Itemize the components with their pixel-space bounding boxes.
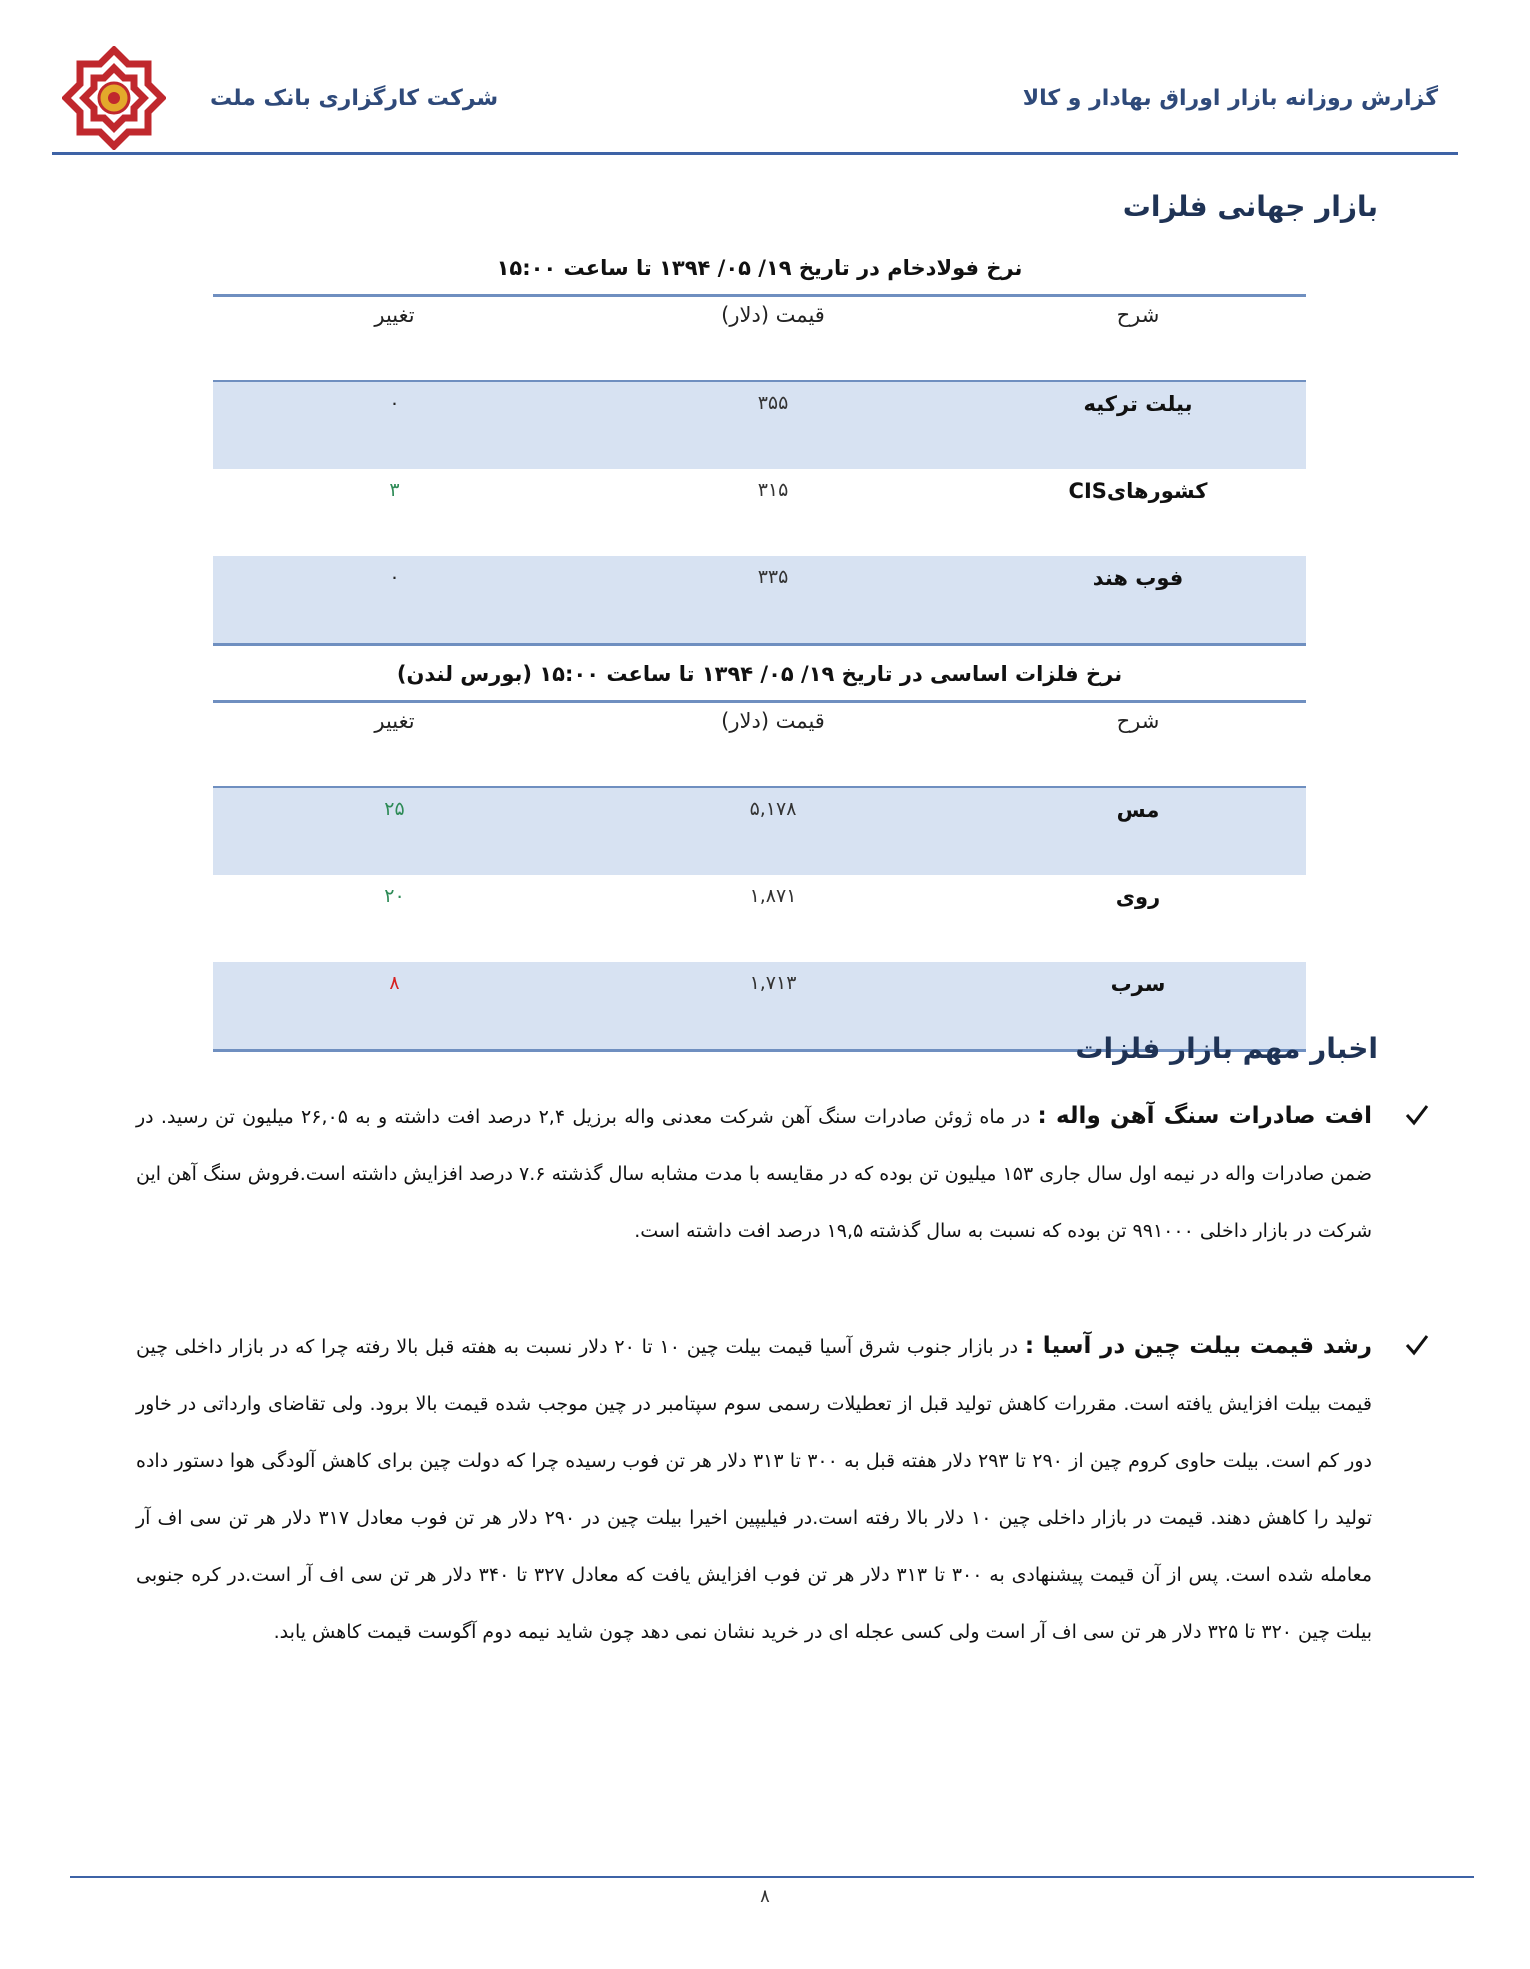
footer-divider	[70, 1876, 1474, 1878]
row-price: ۵,۱۷۸	[576, 787, 970, 875]
company-name: شرکت کارگزاری بانک ملت	[210, 86, 499, 111]
section-title-global-metals: بازار جهانی فلزات	[1122, 190, 1378, 223]
row-desc: روی	[1115, 885, 1161, 909]
row-desc: بیلت ترکیه	[970, 381, 1306, 469]
section-title-metals-news: اخبار مهم بازار فلزات	[1075, 1032, 1378, 1065]
table-header-row	[213, 296, 1306, 382]
row-price: ۳۵۵	[576, 381, 970, 469]
header-divider	[52, 152, 1458, 155]
column-header-price: قیمت (دلار)	[576, 702, 970, 788]
row-desc: مس	[970, 787, 1306, 875]
row-price: ۳۳۵	[576, 556, 970, 645]
company-logo-icon	[62, 46, 166, 150]
row-change: ۰	[213, 556, 576, 645]
news-headline: رشد قیمت بیلت چین در آسیا :	[1024, 1333, 1372, 1359]
row-change: ۲۵	[213, 787, 576, 875]
row-change: ۰	[213, 381, 576, 469]
table-row	[213, 875, 1306, 962]
row-price: ۱,۷۱۳	[576, 962, 970, 1051]
news-body: در بازار جنوب شرق آسیا قیمت بیلت چین ۱۰ تا ۲۰ دلار نسبت به هفته قبل بالا رفته چرا که در بازار داخلی چین قیمت بیلت افزایش یافته است. مقررات کاهش تولید قبل از تعطیلات رسمی سوم سپتامبر در چین موجب شده قیمت بالا برود. ولی تقاضای وارداتی در خاور دور کم است. بیلت حاوی کروم چین از ۲۹۰ تا ۲۹۳ دلار هفته قبل به ۳۰۰ تا ۳۱۳ دلار هر تن فوب رسیده چرا که دولت چین برای کاهش آلودگی هوا دستور داده تولید را کاهش دهند. قیمت در بازار داخلی چین ۱۰ دلار بالا رفته است.در فیلیپین اخیرا بیلت چین در ۲۹۰ دلار هر تن فوب معادل ۳۱۷ دلار هر تن سی اف آر معامله شده است. پس از آن قیمت پیشنهادی به ۳۰۰ تا ۳۱۳ دلار هر تن فوب افزایش یافت که معادل ۳۲۷ تا ۳۴۰ دلار هر تن سی اف آر است.در کره جنوبی بیلت چین ۳۲۰ تا ۳۲۵ دلار هر تن سی اف آر است ولی کسی عجله ای در خرید نشان نمی دهد چون شاید نیمه دوم آگوست قیمت کاهش یابد.	[136, 1336, 1373, 1643]
news-body: در ماه ژوئن صادرات سنگ آهن شرکت معدنی واله برزیل ۲,۴ درصد افت داشته و به ۲۶,۰۵ میلیون تن رسید. در ضمن صادرات واله در نیمه اول سال جاری ۱۵۳ میلیون تن بوده که در مقایسه با مدت مشابه سال گذشته ۷.۶ درصد افزایش داشته است.فروش سنگ آهن این شرکت در بازار داخلی ۹۹۱۰۰۰ تن بوده که نسبت به سال گذشته ۱۹,۵ درصد افت داشته است.	[136, 1106, 1373, 1242]
news-headline: افت صادرات سنگ آهن واله :	[1037, 1103, 1373, 1129]
page-number: ۸	[760, 1886, 770, 1907]
steel-table-caption: نرخ فولادخام در تاریخ ۱۹/ ۰۵/ ۱۳۹۴ تا ساعت ۱۵:۰۰	[496, 256, 1023, 280]
row-change: ۳	[389, 479, 400, 501]
checkmark-icon	[1404, 1102, 1430, 1128]
row-change: ۸	[213, 962, 576, 1051]
row-desc: فوب هند	[970, 556, 1306, 645]
table-row	[213, 469, 1306, 556]
column-header-desc: شرح	[970, 702, 1306, 788]
base-metals-price-table	[213, 700, 1306, 1052]
news-item	[136, 1088, 1372, 1260]
news-item	[136, 1318, 1372, 1661]
column-header-change: تغییر	[213, 702, 576, 788]
row-desc: سرب	[970, 962, 1306, 1051]
table-row	[213, 381, 1306, 469]
base-metals-table-caption: نرخ فلزات اساسی در تاریخ ۱۹/ ۰۵/ ۱۳۹۴ تا ساعت ۱۵:۰۰ (بورس لندن)	[396, 662, 1123, 686]
row-desc: کشورهایCIS	[1068, 479, 1208, 503]
steel-price-table	[213, 294, 1306, 646]
column-header-change: تغییر	[213, 296, 576, 382]
column-header-desc: شرح	[970, 296, 1306, 382]
row-change: ۲۰	[384, 885, 405, 907]
checkmark-icon	[1404, 1332, 1430, 1358]
column-header-price: قیمت (دلار)	[576, 296, 970, 382]
report-title: گزارش روزانه بازار اوراق بهادار و کالا	[1022, 86, 1438, 111]
table-row	[213, 556, 1306, 645]
table-header-row	[213, 702, 1306, 788]
table-row	[213, 787, 1306, 875]
row-price: ۱,۸۷۱	[749, 885, 797, 907]
row-price: ۳۱۵	[757, 479, 789, 501]
